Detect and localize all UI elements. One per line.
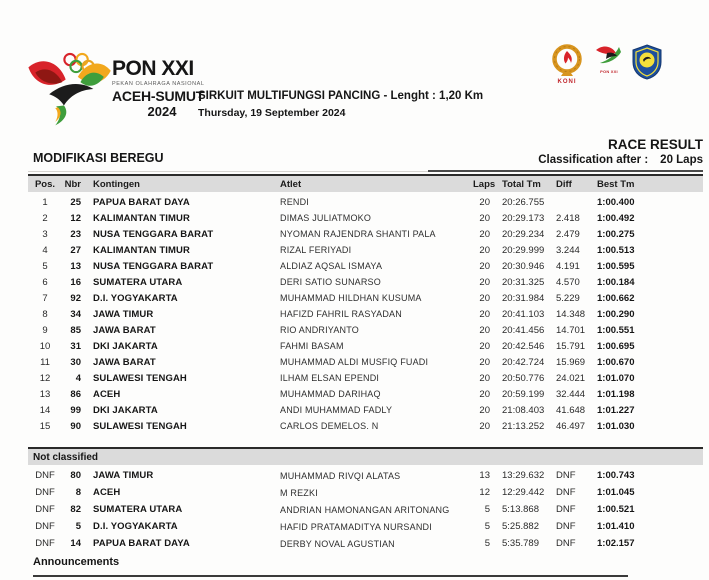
cell-kontingen: ACEH	[93, 487, 121, 498]
cell-total-tm: 20:59.199	[502, 388, 545, 400]
koni-wreath-icon	[548, 44, 586, 78]
cell-best-tm: 1:00.290	[597, 308, 635, 320]
cell-atlet: FAHMI BASAM	[280, 341, 344, 351]
cell-laps: 5	[484, 538, 490, 549]
cell-laps: 20	[479, 260, 490, 272]
table-row	[0, 535, 709, 552]
cell-nbr: 86	[70, 388, 81, 400]
header-best-tm: Best Tm	[597, 178, 635, 190]
cell-laps: 20	[479, 420, 490, 432]
cell-total-tm: 20:31.984	[502, 292, 545, 304]
header-kontingen: Kontingen	[93, 178, 140, 190]
cell-best-tm: 1:00.695	[597, 340, 635, 352]
cell-laps: 20	[479, 212, 490, 224]
cell-nbr: 80	[70, 470, 81, 481]
cell-best-tm: 1:01.070	[597, 372, 635, 384]
table-row	[0, 258, 709, 274]
not-classified-label: Not classified	[33, 451, 99, 463]
pon-bird-icon	[595, 44, 623, 68]
cell-total-tm: 20:42.546	[502, 340, 545, 352]
cell-diff: DNF	[556, 538, 576, 549]
cell-total-tm: 5:25.882	[502, 521, 539, 532]
cell-pos: 10	[39, 340, 51, 352]
cell-nbr: 14	[70, 538, 81, 549]
cell-kontingen: DKI JAKARTA	[93, 340, 158, 352]
cell-laps: 20	[479, 340, 490, 352]
table-row	[0, 518, 709, 535]
table-row	[0, 386, 709, 402]
not-classified-results	[0, 467, 709, 552]
cell-diff: 2.418	[556, 212, 580, 224]
cell-pos: 2	[42, 212, 48, 224]
cell-diff: 14.701	[556, 324, 586, 336]
cell-atlet: DERBY NOVAL AGUSTIAN	[280, 538, 395, 549]
header-total-tm: Total Tm	[502, 178, 541, 190]
cell-nbr: 25	[70, 196, 81, 208]
cell-best-tm: 1:00.595	[597, 260, 635, 272]
cell-diff: 15.791	[556, 340, 586, 352]
cell-best-tm: 1:00.492	[597, 212, 635, 224]
classification-label: Classification after :	[538, 154, 649, 166]
cell-diff: 32.444	[556, 388, 586, 400]
cell-nbr: 30	[70, 356, 81, 368]
cell-kontingen: SUMATERA UTARA	[93, 504, 183, 515]
cell-atlet: DIMAS JULIATMOKO	[280, 213, 372, 223]
classification-after	[538, 154, 703, 166]
cell-pos: 8	[42, 308, 48, 320]
table-row	[0, 290, 709, 306]
cell-kontingen: PAPUA BARAT DAYA	[93, 538, 190, 549]
cell-best-tm: 1:01.410	[597, 521, 635, 532]
cell-kontingen: DKI JAKARTA	[93, 404, 158, 416]
cell-laps: 20	[479, 404, 490, 416]
cell-diff: DNF	[556, 504, 576, 515]
cell-nbr: 13	[70, 260, 81, 272]
cell-kontingen: D.I. YOGYAKARTA	[93, 292, 178, 304]
cell-laps: 20	[479, 292, 490, 304]
pon-badge-label: PON XXI	[600, 69, 618, 74]
cell-best-tm: 1:02.157	[597, 538, 635, 549]
table-row	[0, 501, 709, 518]
cell-kontingen: JAWA TIMUR	[93, 308, 154, 320]
cell-nbr: 5	[75, 521, 81, 532]
table-row	[0, 210, 709, 226]
cell-atlet: MUHAMMAD HILDHAN KUSUMA	[280, 293, 422, 303]
cell-nbr: 23	[70, 228, 81, 240]
cell-atlet: DERI SATIO SUNARSO	[280, 277, 381, 287]
cell-total-tm: 20:42.724	[502, 356, 545, 368]
cell-laps: 20	[479, 276, 490, 288]
cell-atlet: ANDRIAN HAMONANGAN ARITONANG	[280, 504, 450, 515]
org-year: 2024	[147, 104, 177, 119]
cell-nbr: 90	[70, 420, 81, 432]
table-row	[0, 306, 709, 322]
cell-total-tm: 20:30.946	[502, 260, 545, 272]
cell-atlet: M REZKI	[280, 487, 318, 498]
cell-atlet: NYOMAN RAJENDRA SHANTI PALA	[280, 229, 436, 239]
cell-pos: DNF	[35, 470, 55, 481]
section-title: MODIFIKASI BEREGU	[33, 151, 164, 165]
cell-best-tm: 1:00.513	[597, 244, 635, 256]
cell-best-tm: 1:00.275	[597, 228, 635, 240]
table-row	[0, 194, 709, 210]
footer-divider	[33, 575, 628, 577]
org-title: PON XXI	[112, 57, 194, 80]
cell-best-tm: 1:00.670	[597, 356, 635, 368]
cell-nbr: 31	[70, 340, 81, 352]
cell-pos: 12	[39, 372, 51, 384]
cell-best-tm: 1:00.184	[597, 276, 635, 288]
cell-diff: 4.570	[556, 276, 580, 288]
cell-diff: DNF	[556, 470, 576, 481]
cell-laps: 20	[479, 356, 490, 368]
cell-atlet: CARLOS DEMELOS. N	[280, 421, 379, 431]
header-diff: Diff	[556, 178, 572, 190]
cell-pos: 6	[42, 276, 48, 288]
koni-logo	[548, 44, 586, 85]
cell-nbr: 99	[70, 404, 81, 416]
cell-laps: 20	[479, 324, 490, 336]
shield-icon	[632, 44, 662, 80]
cell-best-tm: 1:00.521	[597, 504, 635, 515]
table-row	[0, 370, 709, 386]
cell-kontingen: PAPUA BARAT DAYA	[93, 196, 190, 208]
cell-kontingen: ACEH	[93, 388, 121, 400]
cell-total-tm: 20:41.456	[502, 324, 545, 336]
cell-best-tm: 1:01.227	[597, 404, 635, 416]
cell-kontingen: JAWA BARAT	[93, 356, 156, 368]
cell-laps: 20	[479, 388, 490, 400]
cell-laps: 20	[479, 196, 490, 208]
cell-atlet: MUHAMMAD DARIHAQ	[280, 389, 381, 399]
cell-laps: 12	[479, 487, 490, 498]
cell-total-tm: 5:13.868	[502, 504, 539, 515]
cell-kontingen: D.I. YOGYAKARTA	[93, 521, 178, 532]
cell-laps: 20	[479, 372, 490, 384]
cell-kontingen: KALIMANTAN TIMUR	[93, 212, 190, 224]
cell-total-tm: 20:29.234	[502, 228, 545, 240]
cell-total-tm: 13:29.632	[502, 470, 545, 481]
cell-laps: 13	[479, 470, 490, 481]
header-laps: Laps	[473, 178, 496, 190]
table-row	[0, 274, 709, 290]
not-classified-band	[28, 447, 703, 465]
cell-best-tm: 1:00.400	[597, 196, 635, 208]
header-pos: Pos.	[34, 178, 56, 190]
cell-nbr: 85	[70, 324, 81, 336]
cell-kontingen: JAWA TIMUR	[93, 470, 154, 481]
table-header-row	[28, 174, 703, 192]
pon-xxi-bird-logo	[26, 50, 114, 128]
event-title: SIRKUIT MULTIFUNGSI PANCING - Lenght : 1,20 Km	[198, 90, 484, 102]
cell-total-tm: 20:41.103	[502, 308, 545, 320]
cell-diff: 4.191	[556, 260, 580, 272]
cell-best-tm: 1:01.030	[597, 420, 635, 432]
cell-kontingen: KALIMANTAN TIMUR	[93, 244, 190, 256]
cell-pos: 11	[40, 356, 50, 368]
cell-laps: 20	[479, 244, 490, 256]
cell-nbr: 8	[75, 487, 81, 498]
cell-atlet: RIZAL FERIYADI	[280, 245, 352, 255]
race-result-title: RACE RESULT	[607, 137, 703, 152]
cell-atlet: ANDI MUHAMMAD FADLY	[280, 405, 393, 415]
cell-pos: 13	[39, 388, 51, 400]
cell-best-tm: 1:00.743	[597, 470, 635, 481]
cell-best-tm: 1:00.662	[597, 292, 635, 304]
cell-diff: 3.244	[556, 244, 580, 256]
table-row	[0, 242, 709, 258]
cell-total-tm: 12:29.442	[502, 487, 545, 498]
table-row	[0, 418, 709, 434]
pon-xxi-badge	[595, 44, 623, 74]
cell-laps: 20	[479, 308, 490, 320]
cell-diff: 46.497	[556, 420, 586, 432]
cell-atlet: ILHAM ELSAN EPENDI	[280, 373, 380, 383]
cell-kontingen: SULAWESI TENGAH	[93, 420, 187, 432]
cell-kontingen: SULAWESI TENGAH	[93, 372, 187, 384]
header-nbr: Nbr	[64, 178, 81, 190]
cell-diff: 5.229	[556, 292, 580, 304]
table-row	[0, 322, 709, 338]
cell-diff: 14.348	[556, 308, 586, 320]
cell-diff: DNF	[556, 487, 576, 498]
cell-total-tm: 20:50.776	[502, 372, 545, 384]
announcements-title: Announcements	[33, 556, 120, 568]
cell-pos: 15	[39, 420, 51, 432]
divider-line	[28, 171, 428, 172]
cell-total-tm: 20:29.999	[502, 244, 545, 256]
cell-total-tm: 21:08.403	[502, 404, 545, 416]
cell-best-tm: 1:01.198	[597, 388, 635, 400]
cell-atlet: HAFID PRATAMADITYA NURSANDI	[280, 521, 432, 532]
cell-pos: 5	[42, 260, 48, 272]
cell-nbr: 82	[70, 504, 81, 515]
cell-pos: 9	[42, 324, 48, 336]
cell-nbr: 34	[70, 308, 81, 320]
event-date: Thursday, 19 September 2024	[198, 106, 346, 119]
cell-atlet: MUHAMMAD ALDI MUSFIQ FUADI	[280, 357, 429, 367]
table-row	[0, 402, 709, 418]
cell-nbr: 4	[75, 372, 81, 384]
shield-badge	[632, 44, 662, 80]
cell-diff: 15.969	[556, 356, 586, 368]
cell-pos: 4	[42, 244, 48, 256]
cell-total-tm: 5:35.789	[502, 538, 539, 549]
cell-total-tm: 20:26.755	[502, 196, 545, 208]
cell-diff: 41.648	[556, 404, 586, 416]
cell-kontingen: SUMATERA UTARA	[93, 276, 183, 288]
cell-laps: 20	[479, 228, 490, 240]
cell-atlet: ALDIAZ AQSAL ISMAYA	[280, 261, 383, 271]
cell-kontingen: NUSA TENGGARA BARAT	[93, 260, 214, 272]
classification-value: 20 Laps	[660, 154, 703, 166]
cell-nbr: 27	[70, 244, 81, 256]
cell-laps: 5	[484, 504, 490, 515]
cell-total-tm: 21:13.252	[502, 420, 545, 432]
cell-kontingen: JAWA BARAT	[93, 324, 156, 336]
classification-underline	[428, 170, 703, 172]
cell-nbr: 16	[70, 276, 81, 288]
classified-results	[0, 194, 709, 434]
cell-laps: 5	[484, 521, 490, 532]
org-region: ACEH-SUMUT	[112, 88, 205, 104]
table-row	[0, 467, 709, 484]
cell-atlet: RIO ANDRIYANTO	[280, 325, 359, 335]
cell-diff: 24.021	[556, 372, 586, 384]
koni-label: KONI	[557, 79, 577, 85]
cell-pos: DNF	[35, 504, 55, 515]
cell-best-tm: 1:00.551	[597, 324, 635, 336]
cell-diff: 2.479	[556, 228, 580, 240]
table-row	[0, 354, 709, 370]
header-atlet: Atlet	[280, 178, 302, 190]
cell-pos: DNF	[35, 538, 55, 549]
cell-nbr: 12	[70, 212, 81, 224]
cell-nbr: 92	[70, 292, 81, 304]
cell-pos: DNF	[35, 487, 55, 498]
cell-pos: 3	[42, 228, 48, 240]
cell-total-tm: 20:29.173	[502, 212, 545, 224]
cell-pos: DNF	[35, 521, 55, 532]
table-row	[0, 226, 709, 242]
cell-kontingen: NUSA TENGGARA BARAT	[93, 228, 214, 240]
cell-total-tm: 20:31.325	[502, 276, 545, 288]
cell-best-tm: 1:01.045	[597, 487, 635, 498]
cell-atlet: HAFIZD FAHRIL RASYADAN	[280, 309, 402, 319]
org-subtitle: PEKAN OLAHRAGA NASIONAL	[112, 80, 205, 87]
cell-diff: DNF	[556, 521, 576, 532]
cell-pos: 14	[39, 404, 51, 416]
cell-atlet: MUHAMMAD RIVQI ALATAS	[280, 470, 401, 481]
table-row	[0, 338, 709, 354]
cell-atlet: RENDI	[280, 197, 310, 207]
cell-pos: 7	[42, 292, 48, 304]
cell-pos: 1	[42, 196, 48, 208]
table-row	[0, 484, 709, 501]
